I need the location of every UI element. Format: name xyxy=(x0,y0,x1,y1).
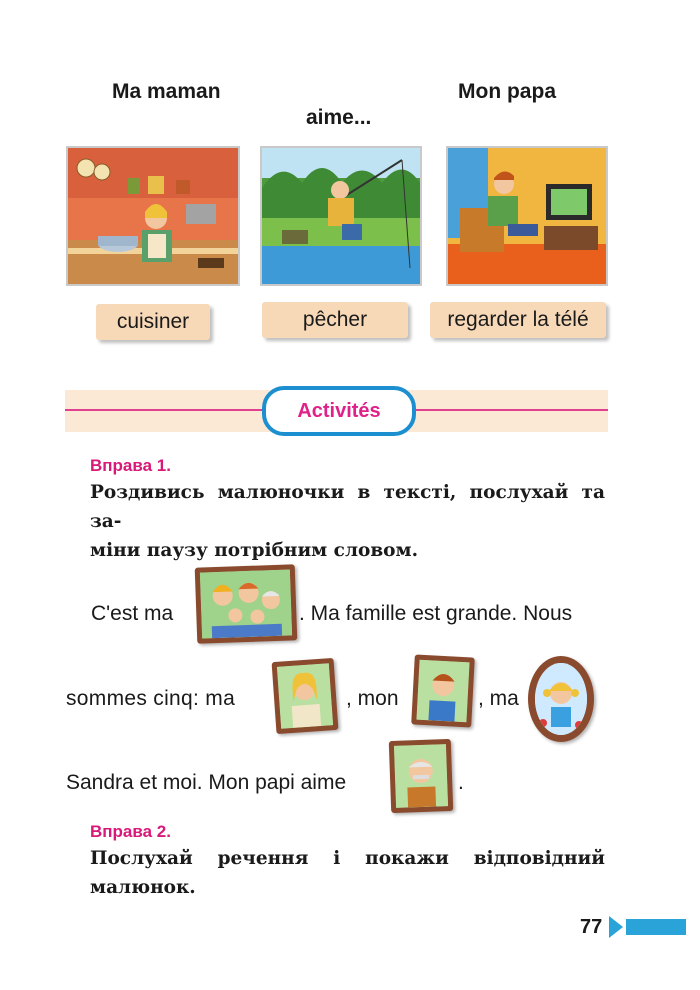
page-number: 77 xyxy=(580,916,603,938)
heading-ma-maman: Ma maman xyxy=(112,80,221,103)
label-cuisiner: cuisiner xyxy=(96,304,210,340)
sister-picture-icon xyxy=(535,663,587,735)
exercise-1-line-2: міни паузу потрібним словом. xyxy=(90,540,419,561)
exercise-1-title: Вправа 1. xyxy=(90,456,171,475)
mother-portrait-frame xyxy=(272,658,339,734)
heading-aime: aime... xyxy=(306,106,372,129)
heading-mon-papa: Mon papa xyxy=(458,80,556,103)
sentence-3-end: . xyxy=(458,771,464,794)
father-picture-icon xyxy=(416,660,469,723)
label-regarder-la-tele: regarder la télé xyxy=(430,302,606,338)
exercise-2-instruction xyxy=(90,844,605,902)
exercise-2-line-1: Послухай речення і покажи відповідний xyxy=(90,848,605,869)
sentence-2-mon: , mon xyxy=(346,687,399,710)
page-tab xyxy=(626,919,686,935)
label-pecher: pêcher xyxy=(262,302,408,338)
grandfather-portrait-frame xyxy=(389,739,453,813)
page-arrow-icon xyxy=(609,916,623,938)
section-title: Activités xyxy=(262,386,416,436)
sentence-2-start: sommes cinq: ma xyxy=(66,687,236,710)
sister-portrait-frame xyxy=(528,656,594,742)
mother-picture-icon xyxy=(277,663,333,728)
exercise-2-line-2: малюнок. xyxy=(90,877,196,898)
grandfather-picture-icon xyxy=(394,744,448,808)
exercise-1-line-1: Роздивись малюночки в тексті, послухай та за- xyxy=(90,482,605,532)
sentence-3-start: Sandra et moi. Mon papi aime xyxy=(66,771,347,794)
exercise-2-title: Вправа 2. xyxy=(90,822,171,841)
sentence-1-end: . Ma famille est grande. Nous xyxy=(299,602,573,625)
cooking-illustration xyxy=(66,146,240,286)
family-picture-icon xyxy=(200,569,292,638)
family-portrait-frame xyxy=(195,564,298,643)
tv-illustration xyxy=(446,146,608,286)
sentence-1-start: C'est ma xyxy=(91,602,174,625)
fishing-picture-icon xyxy=(262,148,420,284)
sentence-2-ma: , ma xyxy=(478,687,519,710)
fishing-illustration xyxy=(260,146,422,286)
cooking-picture-icon xyxy=(68,148,238,284)
father-portrait-frame xyxy=(411,654,475,727)
exercise-1-instruction xyxy=(90,478,605,565)
tv-picture-icon xyxy=(448,148,606,284)
